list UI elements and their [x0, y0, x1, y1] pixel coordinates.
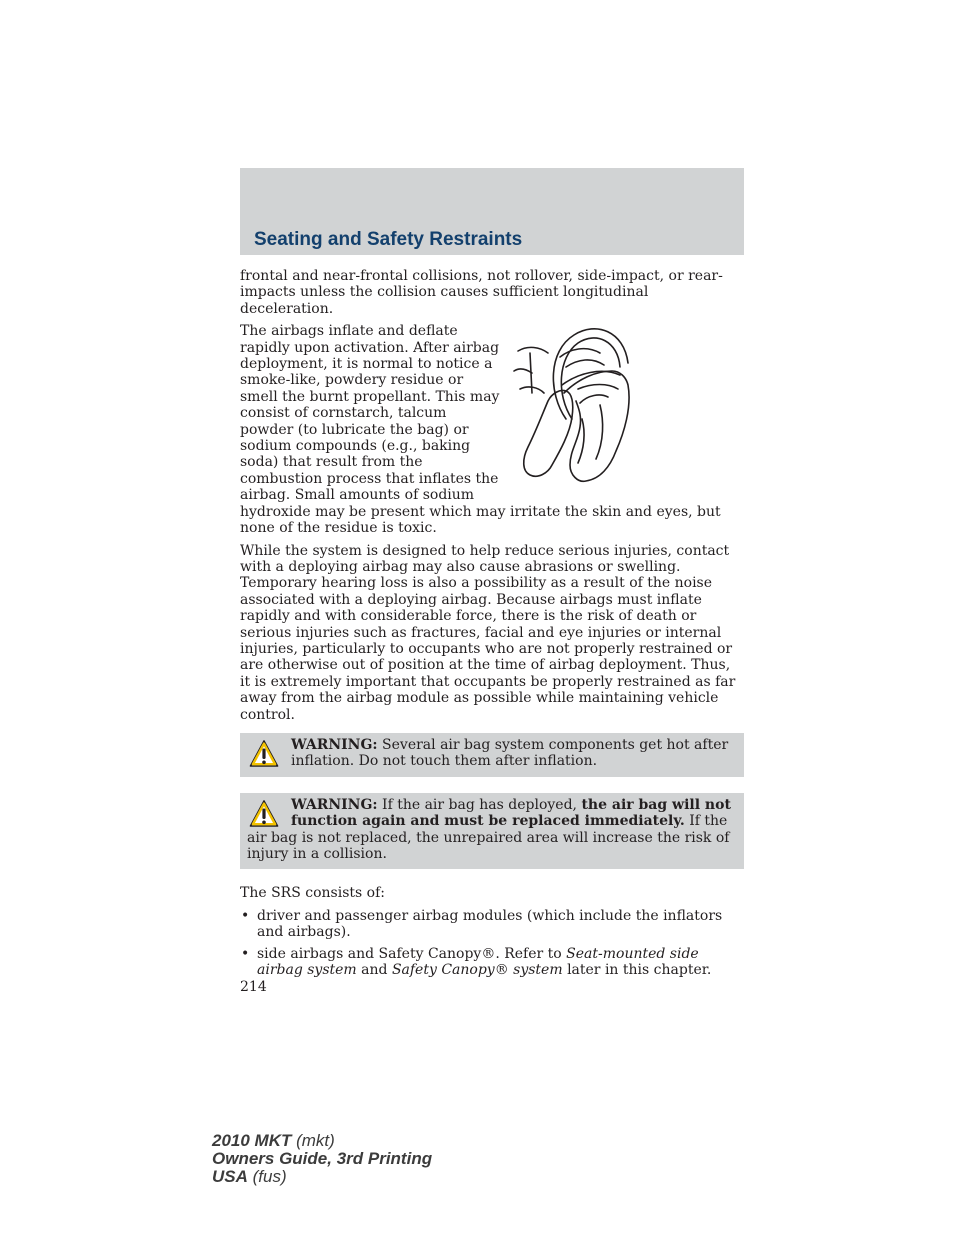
paragraph-collisions: frontal and near-frontal collisions, not rollover, side-impact, or rear-impacts unless the collision causes sufficient longitudinal deceleration.: [240, 268, 723, 317]
steering-wheel-airbag-icon: [508, 323, 744, 499]
bullet: •: [241, 945, 250, 962]
warning-text: Several air bag system components get hot after inflation. Do not touch them after inflation.: [291, 736, 729, 770]
warning-label: WARNING:: [291, 736, 378, 753]
list-item: [240, 946, 744, 979]
list-item-text: driver and passenger airbag modules (which include the inflators and airbags).: [257, 907, 723, 941]
section-title: Seating and Safety Restraints: [254, 229, 523, 250]
cross-reference: Safety Canopy® system: [391, 962, 563, 979]
warning-text: If the air bag is not replaced, the unrepaired area will increase the risk of injury in a collision.: [247, 813, 730, 862]
footer-market-code: (fus): [247, 1167, 287, 1186]
warning-box-hot-components: [240, 733, 744, 777]
paragraph-injuries: While the system is designed to help reduce serious injuries, contact with a deploying airbag may also cause abrasions or swelling. Temporary hearing loss is also a possibility as a result of the noise associated with a deploying airbag. Because airbags must inflate rapidly and with considerable force, there is the risk of death or serious injuries such as fractures, facial and eye injuries or internal injuries, particularly to occupants who are not properly restrained or are otherwise out of position at the time of airbag deployment. Thus, it is extremely important that occupants be properly restrained as far away from the airbag module as possible while maintaining vehicle control.: [240, 542, 736, 723]
footer-guide: Owners Guide, 3rd Printing: [212, 1149, 433, 1168]
srs-list: [240, 908, 744, 979]
footer-model-code: (mkt): [291, 1131, 335, 1150]
srs-intro: The SRS consists of:: [240, 885, 385, 902]
cross-reference: Seat-mounted side airbag system: [257, 945, 699, 979]
list-item-text: side airbags and Safety Canopy®. Refer to: [257, 945, 567, 962]
bullet: •: [241, 907, 250, 924]
warning-label: WARNING:: [291, 796, 378, 813]
document-footer: [212, 1132, 432, 1186]
list-item-text: and: [356, 962, 392, 979]
page-content: [240, 268, 744, 996]
list-item-text: later in this chapter.: [562, 962, 712, 979]
airbag-deployment-illustration: [508, 323, 744, 499]
footer-market: USA: [212, 1167, 248, 1186]
footer-line-model: [212, 1132, 432, 1150]
warning-triangle-icon: [249, 739, 279, 769]
footer-line-market: [212, 1168, 432, 1186]
footer-model: 2010 MKT: [212, 1131, 292, 1150]
section-header: [240, 168, 744, 255]
page-number: 214: [240, 979, 267, 996]
warning-text: If the air bag has deployed,: [377, 796, 582, 813]
footer-line-guide: [212, 1150, 432, 1168]
warning-box-deployed: [240, 793, 744, 870]
list-item: [240, 908, 744, 941]
warning-triangle-icon: [249, 799, 279, 829]
warning-emphasis: the air bag will not function again and must be replaced immediately.: [291, 796, 731, 830]
paragraph-residue: The airbags inflate and deflate rapidly upon activation. After airbag deployment, it is normal to notice a smoke-like, powdery residue or smell the burnt propellant. This may consist of cornstarch, talcum powder (to lubricate the bag) or sodium compounds (e.g., baking soda) that result from the combustion process that inflates the airbag. Small amounts of sodium hydroxide may be present which may irritate the skin and eyes, but none of the residue is toxic.: [240, 323, 721, 537]
